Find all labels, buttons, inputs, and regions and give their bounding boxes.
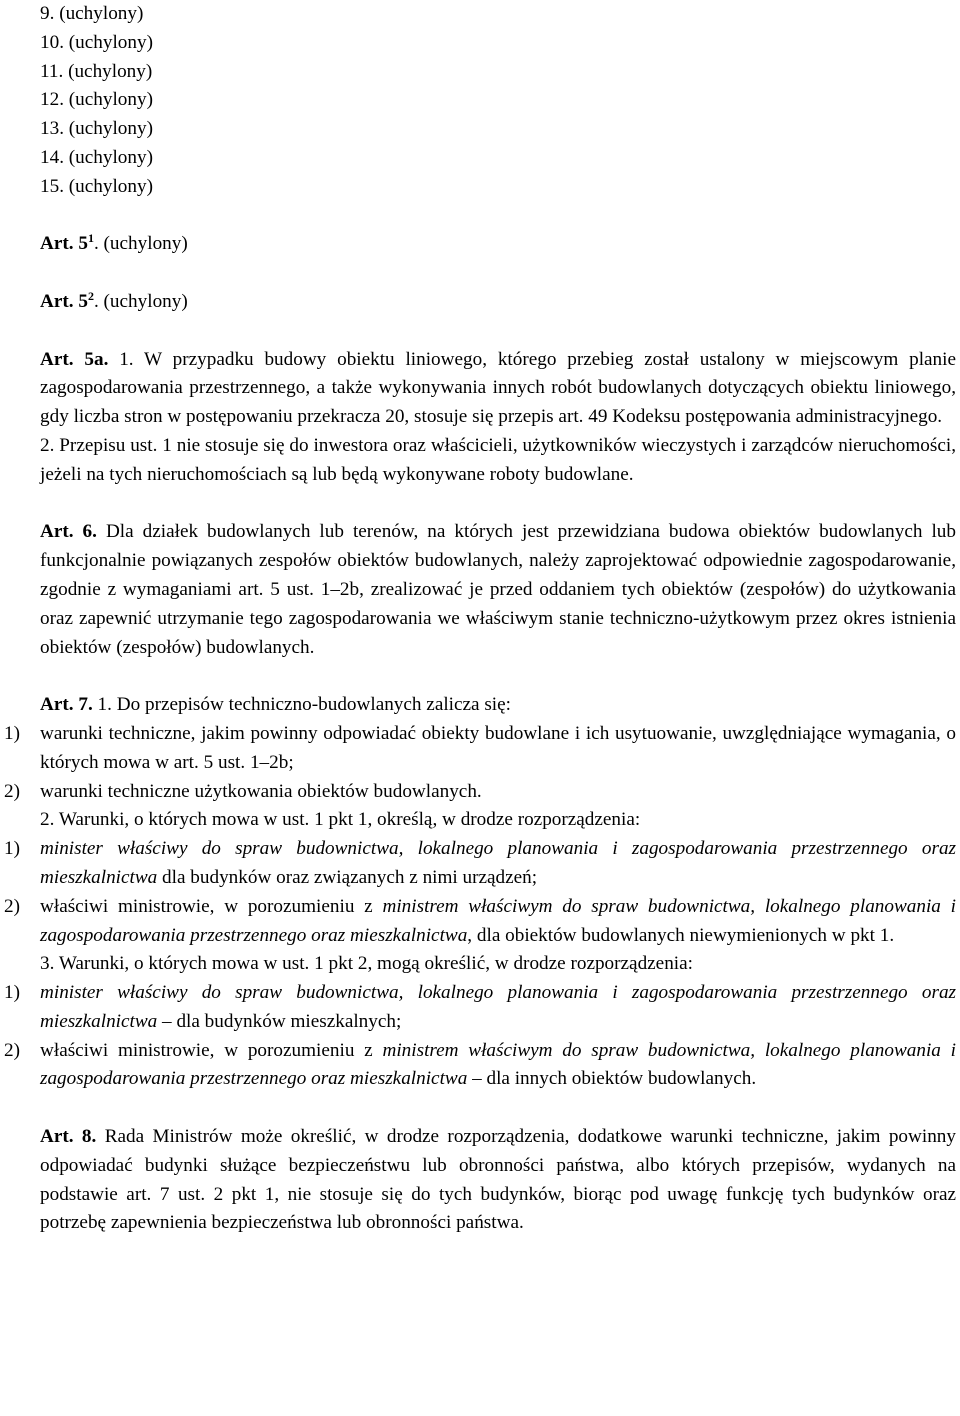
- item-text: warunki techniczne użytkowania obiektów budowlanych.: [40, 780, 482, 802]
- item-text: – dla innych obiektów budowlanych.: [467, 1068, 757, 1090]
- list-item: [4, 893, 956, 951]
- article-7-intro: [4, 691, 956, 720]
- list-item: 15. (uchylony): [40, 175, 153, 197]
- article-5-1: [4, 230, 956, 259]
- item-italic-text: minister właściwy do spraw budownictwa, lokalnego planowania i zagospodarowania przestrzennego oraz mieszkalnictwa: [40, 838, 956, 888]
- article-label: Art. 5: [40, 290, 88, 312]
- list-item: 10. (uchylony): [40, 31, 153, 53]
- article-text: . (uchylony): [93, 233, 188, 255]
- list-item: [4, 835, 956, 893]
- item-text: właściwi ministrowie, w porozumieniu z: [40, 895, 383, 917]
- list-item: 12. (uchylony): [40, 89, 153, 111]
- article-6: [4, 518, 956, 662]
- article-text: 1. Do przepisów techniczno-budowlanych zalicza się:: [92, 694, 511, 716]
- item-number: 2): [4, 1039, 20, 1061]
- list-item: [4, 979, 956, 1037]
- list-item: 9. (uchylony): [40, 3, 144, 24]
- item-italic-text: ministrem właściwym do spraw budownictwa, lokalnego planowania i zagospodarowania przestrzennego oraz mieszkalnictwa: [40, 1039, 956, 1090]
- article-text: Dla działek budowlanych lub terenów, na których jest przewidziana budowa obiektów budowlanych lub funkcjonalnie powiązanych zespołów obiektów budowlanych, należy zaprojektować odpowiednie zagospodarowanie, zgodnie z wymaganiami art. 5 ust. 1–2b, zrealizować je przed oddaniem tych obiektów (zespołów) do użytkowania oraz zapewnić utrzymanie tego zagospodarowania we właściwym stanie techniczno-użytkowym przez okres istnienia obiektów (zespołów) budowlanych.: [40, 521, 956, 658]
- article-label: Art. 6.: [40, 521, 97, 543]
- article-label: Art. 5a.: [40, 348, 109, 370]
- item-italic-text: minister właściwy do spraw budownictwa, lokalnego planowania i zagospodarowania przestrzennego oraz mieszkalnictwa: [40, 982, 956, 1032]
- article-label: Art. 7.: [40, 694, 93, 716]
- item-number: 1): [4, 838, 20, 860]
- list-item: 11. (uchylony): [40, 60, 153, 82]
- article-5-2: [4, 288, 956, 317]
- item-text: – dla budynków mieszkalnych;: [157, 1010, 402, 1032]
- article-label: Art. 5: [40, 233, 88, 255]
- item-text: właściwi ministrowie, w porozumieniu z: [40, 1039, 383, 1061]
- article-7-paragraph-2: 2. Warunki, o których mowa w ust. 1 pkt 1, określą, w drodze rozporządzenia:: [40, 809, 641, 831]
- repealed-items-list: [4, 0, 956, 202]
- item-text: warunki techniczne, jakim powinny odpowiadać obiekty budowlane i ich usytuowanie, uwzględniające wymagania, o których mowa w art. 5 ust. 1–2b;: [40, 722, 956, 773]
- list-item: [4, 778, 956, 807]
- item-italic-text: ministrem właściwym do spraw budownictwa, lokalnego planowania i zagospodarowania przestrzennego oraz mieszkalnictwa: [40, 895, 956, 946]
- item-number: 1): [4, 982, 20, 1004]
- item-number: 1): [4, 722, 20, 744]
- article-text: Rada Ministrów może określić, w drodze rozporządzenia, dodatkowe warunki techniczne, jakim powinny odpowiadać budynki służące bezpieczeństwu lub obronności państwa, albo których przepisów, wydanych na podstawie art. 7 ust. 2 pkt 1, nie stosuje się do tych budynków, biorąc pod uwagę funkcję tych budynków oraz potrzebę zapewnienia bezpieczeństwa lub obronności państwa.: [40, 1126, 956, 1234]
- article-label: Art. 8.: [40, 1126, 97, 1148]
- item-text: , dla obiektów budowlanych niewymienionych w pkt 1.: [467, 924, 895, 946]
- article-7-paragraph-3: 3. Warunki, o których mowa w ust. 1 pkt 2, mogą określić, w drodze rozporządzenia:: [40, 953, 693, 975]
- item-number: 2): [4, 780, 20, 802]
- list-item: [4, 720, 956, 778]
- list-item: 13. (uchylony): [40, 118, 153, 140]
- item-number: 2): [4, 895, 20, 917]
- list-item: 14. (uchylony): [40, 146, 153, 168]
- article-superscript: 1: [87, 231, 94, 246]
- item-text: dla budynków oraz związanych z nimi urządzeń;: [157, 866, 538, 888]
- article-text: 1. W przypadku budowy obiektu liniowego, którego przebieg został ustalony w miejscowym planie zagospodarowania przestrzennego, a także wykonywania innych robót budowlanych dotyczących obiektu liniowego, gdy liczba stron w postępowaniu przekracza 20, stosuje się przepis art. 49 Kodeksu postępowania administracyjnego.: [40, 348, 956, 428]
- article-5a-paragraph-1: [4, 346, 956, 432]
- list-item: [4, 1037, 956, 1095]
- article-8: [4, 1123, 956, 1238]
- article-5a-paragraph-2: 2. Przepisu ust. 1 nie stosuje się do inwestora oraz właścicieli, użytkowników wieczystych i zarządców nieruchomości, jeżeli na tych nieruchomościach są lub będą wykonywane roboty budowlane.: [40, 434, 956, 485]
- article-text: . (uchylony): [93, 290, 188, 312]
- document-page: [4, 0, 956, 1238]
- article-superscript: 2: [87, 288, 94, 303]
